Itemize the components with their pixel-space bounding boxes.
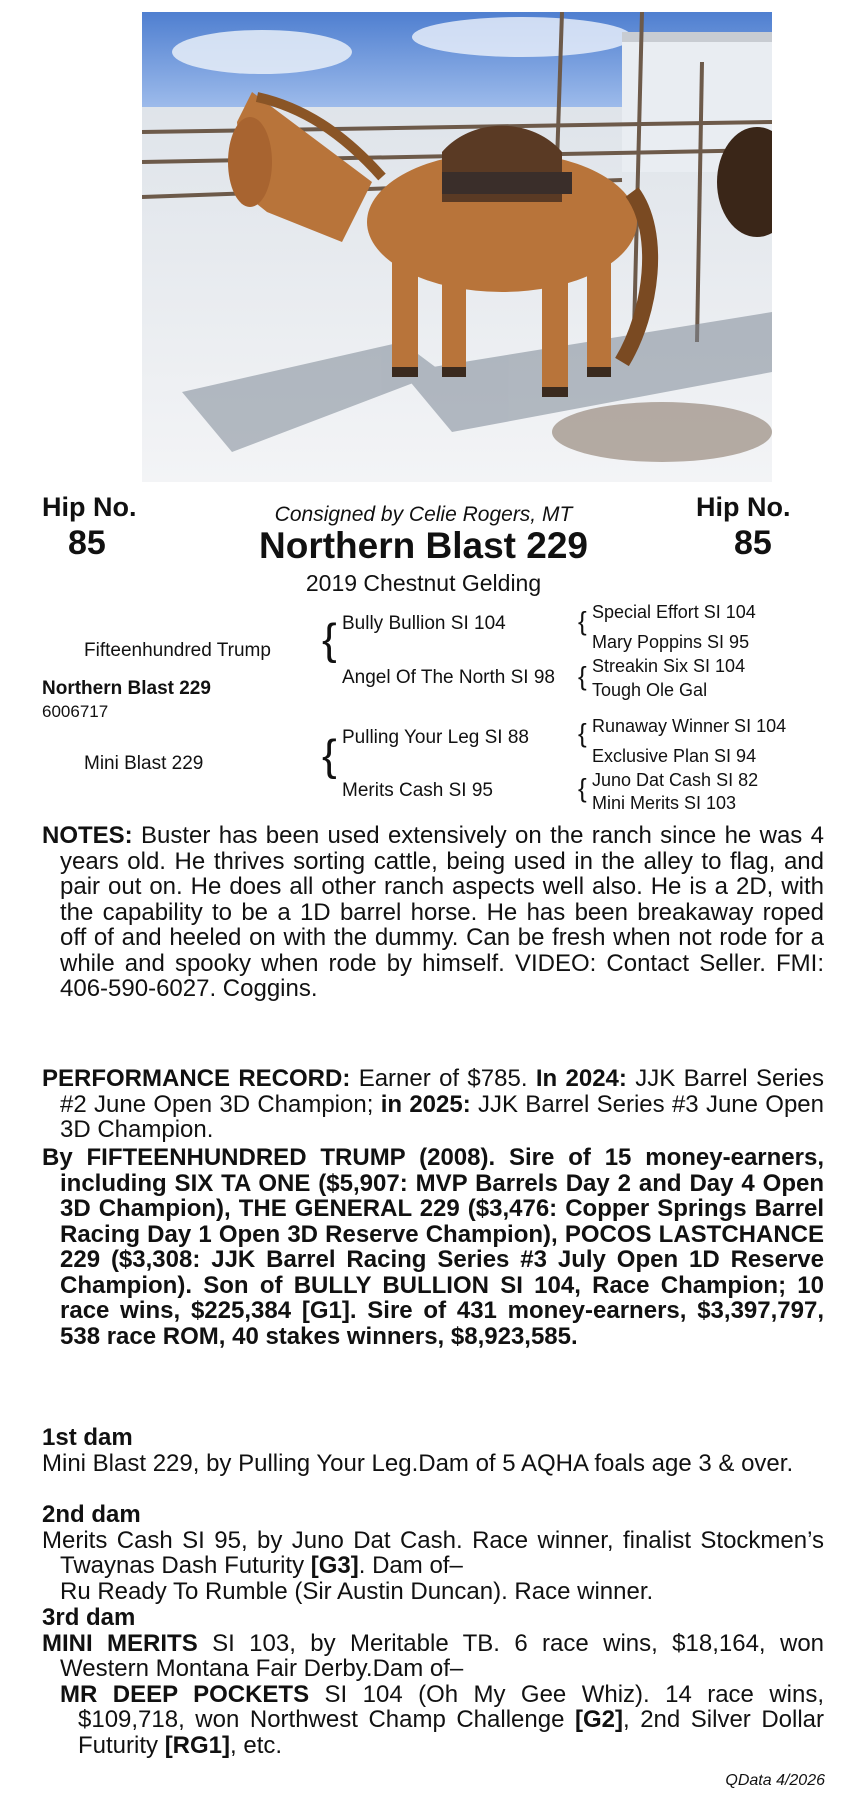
pedigree-dam-sire: Pulling Your Leg SI 88 <box>342 727 529 748</box>
horse-photo-icon <box>142 12 772 482</box>
brace-dd: { <box>578 773 587 803</box>
hip-label-left: Hip No. <box>42 492 137 522</box>
first-dam-text: Mini Blast 229, by Pulling Your Leg.Dam of 5 AQHA foals age 3 & over. <box>42 1449 794 1477</box>
pedigree-sire: Fifteenhundred Trump <box>84 640 271 661</box>
consignor-line: Consigned by Celie Rogers, MT <box>274 503 573 526</box>
footer-credit: QData 4/2026 <box>725 1772 825 1789</box>
produce-grade-rg1: [RG1] <box>164 1731 231 1759</box>
second-dam-section <box>42 1502 824 1604</box>
pedigree-sd-sire: Streakin Six SI 104 <box>592 656 746 676</box>
pedigree-ss-sire: Special Effort SI 104 <box>592 602 756 622</box>
pedigree-dd-sire: Juno Dat Cash SI 82 <box>592 770 759 790</box>
performance-section <box>42 1066 824 1143</box>
horse-description: 2019 Chestnut Gelding <box>305 570 542 596</box>
performance-earnings: Earner of $785. <box>358 1065 528 1092</box>
second-dam-text: Merits Cash SI 95, by Juno Dat Cash. Race winner, finalist Stockmen’s Twaynas Dash Futurity <box>42 1526 824 1579</box>
pedigree-sd-dam: Tough Ole Gal <box>592 680 708 700</box>
brace-dam: { <box>322 731 337 780</box>
pedigree-sire-dam: Angel Of The North SI 98 <box>342 667 555 688</box>
horse-name: Northern Blast 229 <box>259 525 588 566</box>
performance-label: PERFORMANCE RECORD: <box>42 1065 351 1092</box>
notes-label: NOTES: <box>42 822 133 849</box>
third-dam-heading: 3rd dam <box>42 1604 136 1631</box>
produce-name: MR DEEP POCKETS <box>60 1680 310 1708</box>
pedigree-dam: Mini Blast 229 <box>84 753 204 774</box>
second-dam-heading: 2nd dam <box>42 1501 141 1528</box>
horse-photo <box>142 12 772 482</box>
pedigree-sire-sire: Bully Bullion SI 104 <box>342 613 506 634</box>
notes-text: Buster has been used extensively on the ranch since he was 4 years old. He thrives sorting cattle, being used in the alley to flag, and pair out on. He does all other ranch aspects well also. He is a 2D, with the capability to be a 1D barrel horse. He has been breakaway roped off of and heeled on with the dummy. Can be fresh when not rode for a while and spooky when rode by himself. VIDEO: Contact Seller. FMI: 406-590-6027. Coggins. <box>60 822 824 1002</box>
pedigree-dd-dam: Mini Merits SI 103 <box>592 793 737 813</box>
hip-number-right: 85 <box>734 524 772 562</box>
pedigree-registration: 6006717 <box>42 702 109 721</box>
performance-year-2025: in 2025: <box>380 1090 471 1118</box>
pedigree-ds-sire: Runaway Winner SI 104 <box>592 716 787 736</box>
brace-sd: { <box>578 661 587 691</box>
brace-sire: { <box>322 615 337 664</box>
first-dam-heading: 1st dam <box>42 1424 133 1451</box>
second-dam-produce: Ru Ready To Rumble (Sir Austin Duncan). Race winner. <box>60 1577 654 1605</box>
produce-text-2: , 2nd Silver Dollar Futurity <box>78 1706 825 1759</box>
third-dam-text: SI 103, by Meritable TB. 6 race wins, $18,164, won Western Montana Fair Derby.Dam of– <box>60 1629 825 1682</box>
hip-label-right: Hip No. <box>696 492 791 522</box>
sire-section <box>42 1145 824 1349</box>
sire-text: By FIFTEENHUNDRED TRUMP (2008). Sire of 15 money-earners, including SIX TA ONE ($5,907: MVP Barrels Day 2 and Day 4 Open 3D Champion), THE GENERAL 229 ($3,476: Copper Springs Barrel Racing Day 1 Open 3D Reserve Champion), POCOS LASTCHANCE 229 ($3,308: JJK Barrel Racing Series #3 July Open 1D Reserve Champion). Son of BULLY BULLION SI 104, Race Champion; 10 race wins, $225,384 [G1]. Sire of 431 money-earners, $3,397,797, 538 race ROM, 40 stakes winners, $8,923,585. <box>42 1144 824 1350</box>
pedigree-ss-dam: Mary Poppins SI 95 <box>592 632 750 652</box>
second-dam-tail: . Dam of– <box>358 1552 463 1579</box>
pedigree-ds-dam: Exclusive Plan SI 94 <box>592 746 757 766</box>
notes-section <box>42 823 824 1002</box>
produce-text-3: , etc. <box>230 1731 283 1759</box>
performance-year-2024: In 2024: <box>535 1065 627 1092</box>
second-dam-grade: [G3] <box>310 1552 359 1579</box>
first-dam-section <box>42 1425 824 1476</box>
pedigree-subject: Northern Blast 229 <box>42 678 211 699</box>
hip-number-left: 85 <box>68 524 106 562</box>
produce-text: SI 104 (Oh My Gee Whiz). 14 race wins, $109,718, won Northwest Champ Challenge <box>78 1680 825 1733</box>
brace-ds: { <box>578 718 587 748</box>
brace-ss: { <box>578 606 587 636</box>
produce-grade-g2: [G2] <box>574 1706 623 1733</box>
third-dam-section <box>42 1605 824 1758</box>
performance-2025-text: JJK Barrel Series #3 June Open 3D Champion. <box>60 1090 824 1143</box>
pedigree-dam-dam: Merits Cash SI 95 <box>342 780 493 801</box>
third-dam-name: MINI MERITS <box>42 1629 198 1657</box>
performance-2024-text: JJK Barrel Series #2 June Open 3D Champion; <box>60 1065 824 1118</box>
